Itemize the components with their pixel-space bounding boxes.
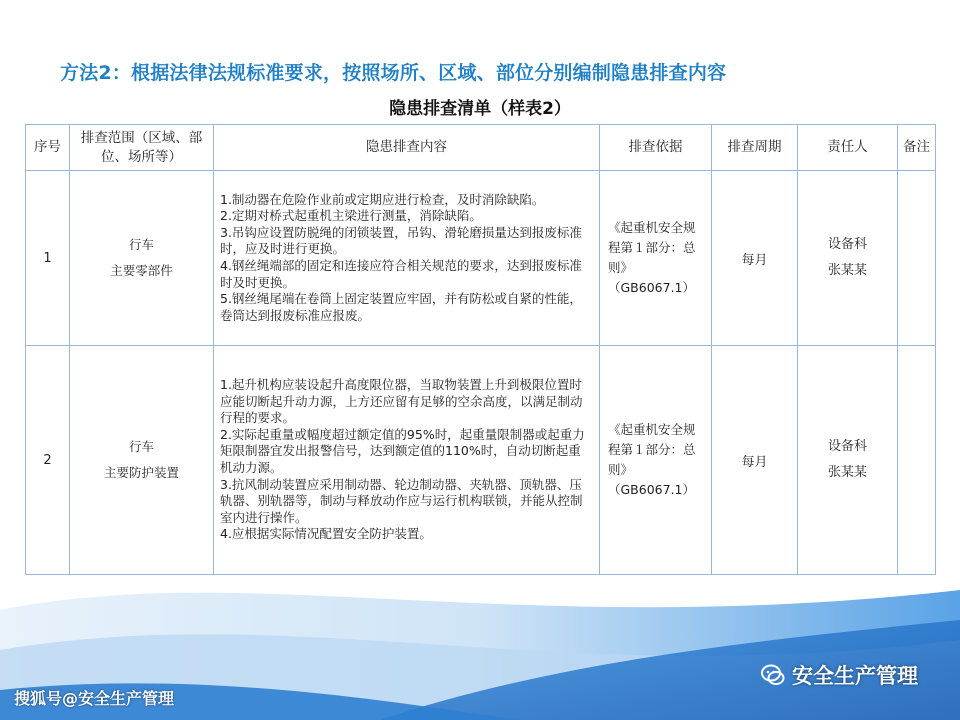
header-person: 责任人 bbox=[798, 125, 898, 171]
row-person bbox=[798, 346, 898, 575]
content-item: 4.钢丝绳端部的固定和连接应符合相关规范的要求，达到报废标准时及时更换。 bbox=[220, 258, 582, 290]
header-no: 序号 bbox=[26, 125, 70, 171]
row-basis: 《起重机安全规程第１部分：总则》（GB6067.1） bbox=[600, 346, 712, 575]
watermark-sohu: 搜狐号@安全生产管理 bbox=[14, 689, 175, 708]
person-dept: 设备科 bbox=[827, 237, 867, 252]
content-item: 3.吊钩应设置防脱绳的闭锁装置，吊钩、滑轮磨损量达到报废标准时，应及时进行更换。 bbox=[220, 224, 582, 257]
table-title: 隐患排查清单（样表2） bbox=[389, 99, 571, 119]
person-name: 张某某 bbox=[827, 263, 867, 278]
content-item: 1.起升机构应装设起升高度限位器，当取物装置上升到极限位置时应能切断起升动力源，上方还应留有足够的空余高度，以满足制动行程的要求。 bbox=[220, 377, 583, 426]
row-basis: 《起重机安全规程第１部分：总则》（GB6067.1） bbox=[600, 171, 712, 346]
row-cycle: 每月 bbox=[712, 171, 798, 346]
header-scope: 排查范围（区域、部位、场所等） bbox=[70, 125, 214, 171]
row-remark bbox=[898, 346, 936, 575]
person-name: 张某某 bbox=[827, 465, 867, 480]
header-content: 隐患排查内容 bbox=[214, 125, 600, 171]
scope-part: 主要零部件 bbox=[110, 263, 173, 278]
row-no: 2 bbox=[26, 346, 70, 575]
wechat-icon bbox=[760, 662, 786, 688]
watermark-wechat bbox=[760, 660, 918, 690]
table-row bbox=[26, 346, 936, 575]
content-item: 2.实际起重量或幅度超过额定值的95%时，起重量限制器或起重力矩限制器宜发出报警信号，达到额定值的110%时，自动切断起重机动力源。 bbox=[220, 426, 585, 475]
header-remark: 备注 bbox=[898, 125, 936, 171]
table-header-row bbox=[26, 125, 936, 171]
content-item: 2.定期对桥式起重机主梁进行测量，消除缺陷。 bbox=[220, 208, 482, 224]
row-content bbox=[214, 171, 600, 346]
content-item: 3.抗风制动装置应采用制动器、轮边制动器、夹轨器、顶轨器、压轨器、别轨器等，制动与释放动作应与运行机构联锁，并能从控制室内进行操作。 bbox=[220, 476, 583, 525]
row-cycle: 每月 bbox=[712, 346, 798, 575]
row-remark bbox=[898, 171, 936, 346]
scope-part: 主要防护装置 bbox=[103, 465, 179, 480]
scope-area: 行车 bbox=[128, 439, 154, 454]
watermark-wechat-text: 安全生产管理 bbox=[792, 664, 918, 688]
row-no: 1 bbox=[26, 171, 70, 346]
row-person bbox=[798, 171, 898, 346]
content-item: 1.制动器在危险作业前或定期应进行检查，及时消除缺陷。 bbox=[220, 191, 545, 207]
person-dept: 设备科 bbox=[827, 439, 867, 454]
hazard-checklist-table bbox=[25, 124, 936, 575]
content-item: 4.应根据实际情况配置安全防护装置。 bbox=[220, 526, 432, 542]
header-basis: 排查依据 bbox=[600, 125, 712, 171]
row-scope bbox=[70, 346, 214, 575]
content-item: 5.钢丝绳尾端在卷筒上固定装置应牢固，并有防松或自紧的性能，卷筒达到报废标准应报废。 bbox=[220, 291, 582, 323]
row-content bbox=[214, 346, 600, 575]
slide-heading: 方法2：根据法律法规标准要求，按照场所、区域、部位分别编制隐患排查内容 bbox=[60, 62, 727, 84]
header-cycle: 排查周期 bbox=[712, 125, 798, 171]
scope-area: 行车 bbox=[128, 237, 154, 252]
table-row bbox=[26, 171, 936, 346]
row-scope bbox=[70, 171, 214, 346]
